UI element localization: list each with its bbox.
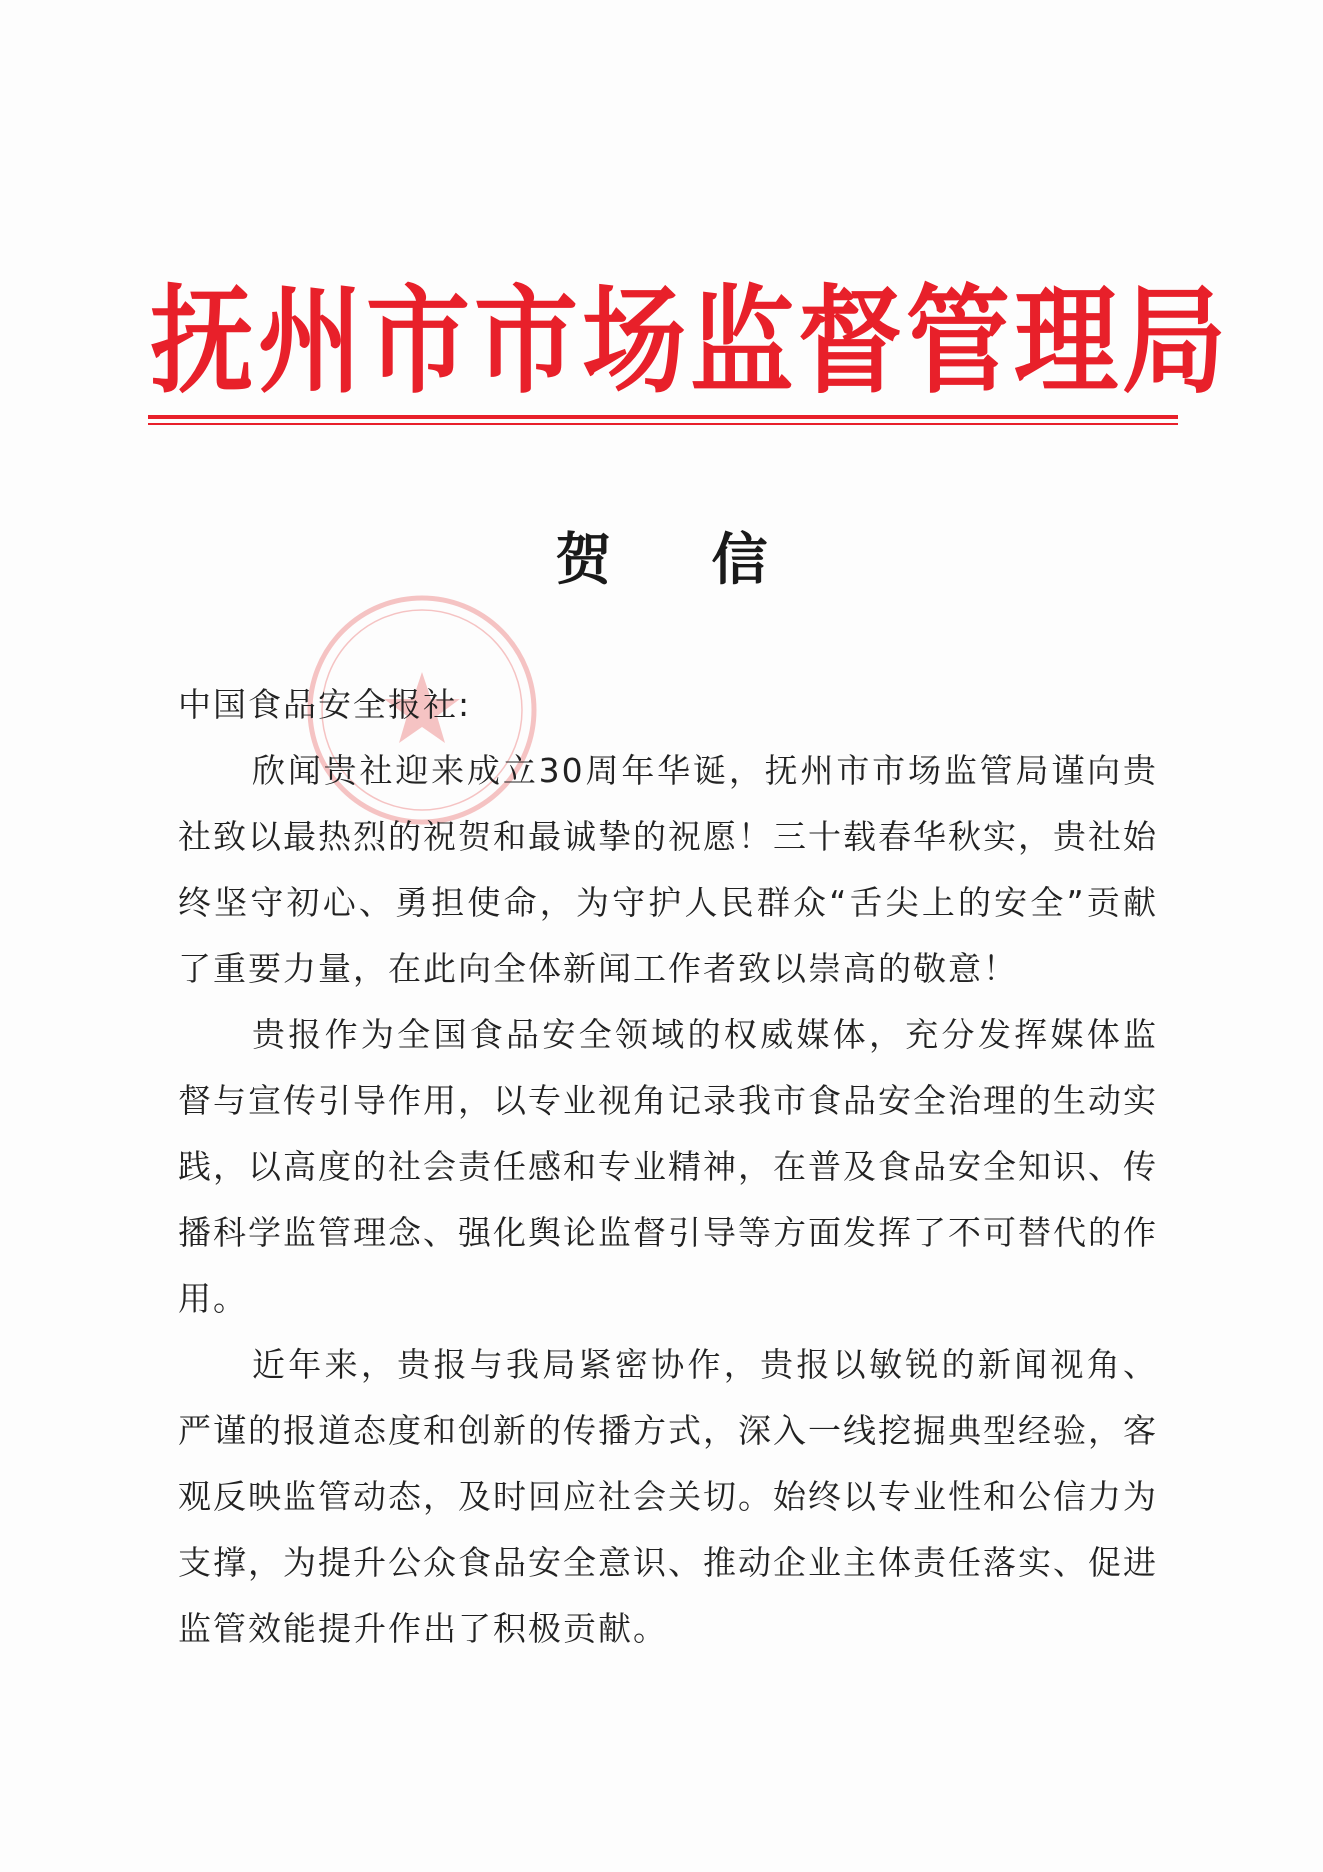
salutation: 中国食品安全报社: (178, 685, 472, 724)
letterhead-title: 抚州市市场监督管理局 (150, 271, 1231, 410)
document-title: 贺信 (555, 527, 868, 593)
body-paragraph-1: 欣闻贵社迎来成立30周年华诞，抚州市市场监管局谨向贵社致以最热烈的祝贺和最诚挚的祝愿！三十载春华秋实，贵社始终坚守初心、勇担使命，为守护人民群众“舌尖上的安全”贡献了重要力量，在此向全体新闻工作者致以崇高的敬意！ (178, 751, 1158, 988)
letter-body (178, 672, 1158, 1662)
body-paragraph-2: 贵报作为全国食品安全领域的权威媒体，充分发挥媒体监督与宣传引导作用，以专业视角记录我市食品安全治理的生动实践，以高度的社会责任感和专业精神，在普及食品安全知识、传播科学监管理念、强化舆论监督引导等方面发挥了不可替代的作用。 (178, 1015, 1158, 1318)
letterhead-rule-thick (148, 415, 1178, 419)
letterhead-rule-thin (148, 423, 1178, 425)
body-paragraph-3: 近年来，贵报与我局紧密协作，贵报以敏锐的新闻视角、严谨的报道态度和创新的传播方式，深入一线挖掘典型经验，客观反映监管动态，及时回应社会关切。始终以专业性和公信力为支撑，为提升公众食品安全意识、推动企业主体责任落实、促进监管效能提升作出了积极贡献。 (178, 1345, 1158, 1648)
